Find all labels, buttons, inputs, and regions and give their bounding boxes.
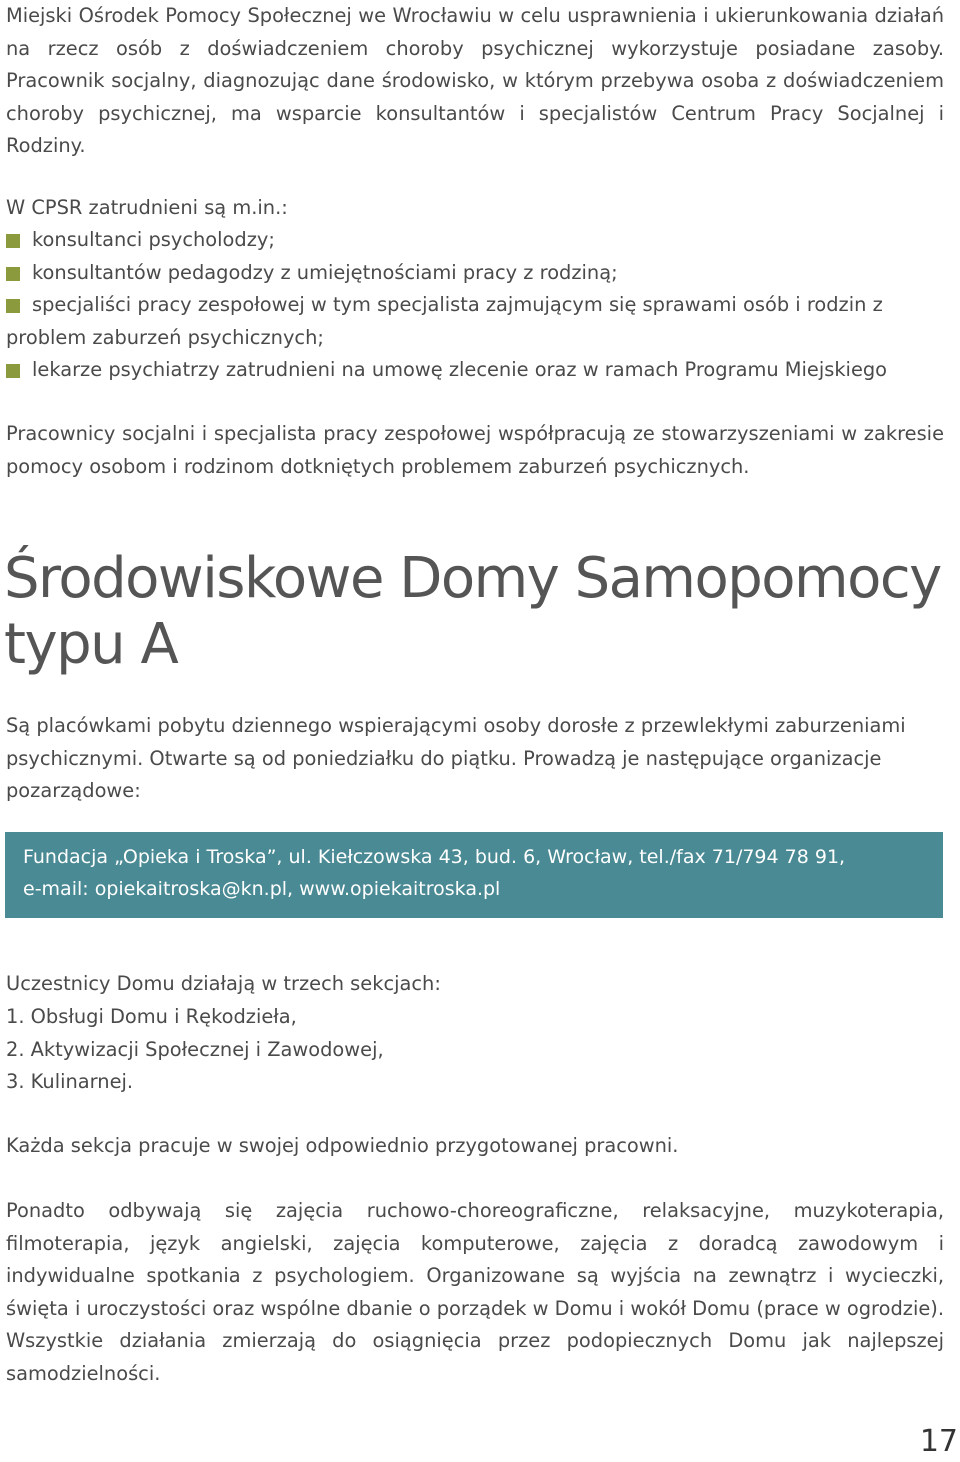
- staff-list-item-text: lekarze psychiatrzy zatrudnieni na umowę zlecenie oraz w ramach Programu Miejskiego: [32, 358, 888, 382]
- sections-list-item: 3. Kulinarnej.: [6, 1070, 134, 1094]
- sections-list: [6, 1001, 384, 1099]
- sections-intro: Uczestnicy Domu działają w trzech sekcjach:: [6, 972, 441, 995]
- square-bullet-icon: [6, 364, 20, 378]
- section-title: [4, 546, 944, 678]
- intro-paragraph: Miejski Ośrodek Pomocy Społecznej we Wrocławiu w celu usprawnienia i ukierunkowania działań na rzecz osób z doświadczeniem choroby psychicznej wykorzystuje posiadane zasoby. Pracownik socjalny, diagnozując dane środowisko, w którym przebywa osoba z doświadczeniem choroby psychicznej, ma wsparcie konsultantów i specjalistów Centrum Pracy Socjalnej i Rodziny.: [6, 4, 944, 158]
- staff-list-item-text: konsultanci psycholodzy;: [32, 228, 275, 251]
- sections-list-item: 1. Obsługi Domu i Rękodzieła,: [6, 1005, 297, 1028]
- staff-list-item-text: konsultantów pedagodzy z umiejętnościami pracy z rodziną;: [32, 260, 618, 284]
- workshop-note: Każda sekcja pracuje w swojej odpowiednio przygotowanej pracowni.: [6, 1134, 679, 1157]
- staff-list-item: [6, 354, 944, 387]
- staff-list: [6, 224, 944, 387]
- page-number: 17: [919, 1424, 958, 1459]
- cooperation-paragraph: Pracownicy socjalni i specjalista pracy zespołowej współpracują ze stowarzyszeniami w zakresie pomocy osobom i rodzinom dotkniętych problemem zaburzeń psychicznych.: [6, 422, 944, 478]
- activities-paragraph: Ponadto odbywają się zajęcia ruchowo-choreograficzne, relaksacyjne, muzykoterapia, filmoterapia, język angielski, zajęcia komputerowe, zajęcia z doradcą zawodowym i indywidualne spotkania z psychologiem. Organizowane są wyjścia na zewnątrz i wycieczki, święta i uroczystości oraz wspólne dbanie o porządek w Domu i wokół Domu (prace w ogrodzie). Wszystkie działania zmierzają do osiągnięcia przez podopiecznych Domu jak najlepszej samodzielności.: [6, 1199, 944, 1385]
- staff-list-item: [6, 289, 944, 354]
- section-title-line1: Środowiskowe Domy Samopomocy: [4, 546, 941, 611]
- sections-list-item: 2. Aktywizacji Społecznej i Zawodowej,: [6, 1037, 384, 1061]
- staff-list-item: [6, 224, 944, 257]
- staff-list-item-text: specjaliści pracy zespołowej w tym specjalista zajmującym się sprawami osób i rodzin z problem zaburzeń psychicznych;: [6, 293, 883, 349]
- organization-address: Fundacja „Opieka i Troska”, ul. Kiełczowska 43, bud. 6, Wrocław, tel./fax 71/794 78 91,: [23, 846, 846, 868]
- organization-box: [5, 832, 943, 918]
- staff-heading: W CPSR zatrudnieni są m.in.:: [6, 196, 288, 219]
- organization-contact: e-mail: opiekaitroska@kn.pl, www.opiekaitroska.pl: [23, 878, 501, 900]
- square-bullet-icon: [6, 234, 20, 248]
- square-bullet-icon: [6, 299, 20, 313]
- section-description: Są placówkami pobytu dziennego wspierającymi osoby dorosłe z przewlekłymi zaburzeniami psychicznymi. Otwarte są od poniedziałku do piątku. Prowadzą je następujące organizacje pozarządowe:: [6, 714, 906, 803]
- staff-list-item: [6, 257, 944, 290]
- section-title-line2: typu A: [4, 612, 178, 677]
- square-bullet-icon: [6, 267, 20, 281]
